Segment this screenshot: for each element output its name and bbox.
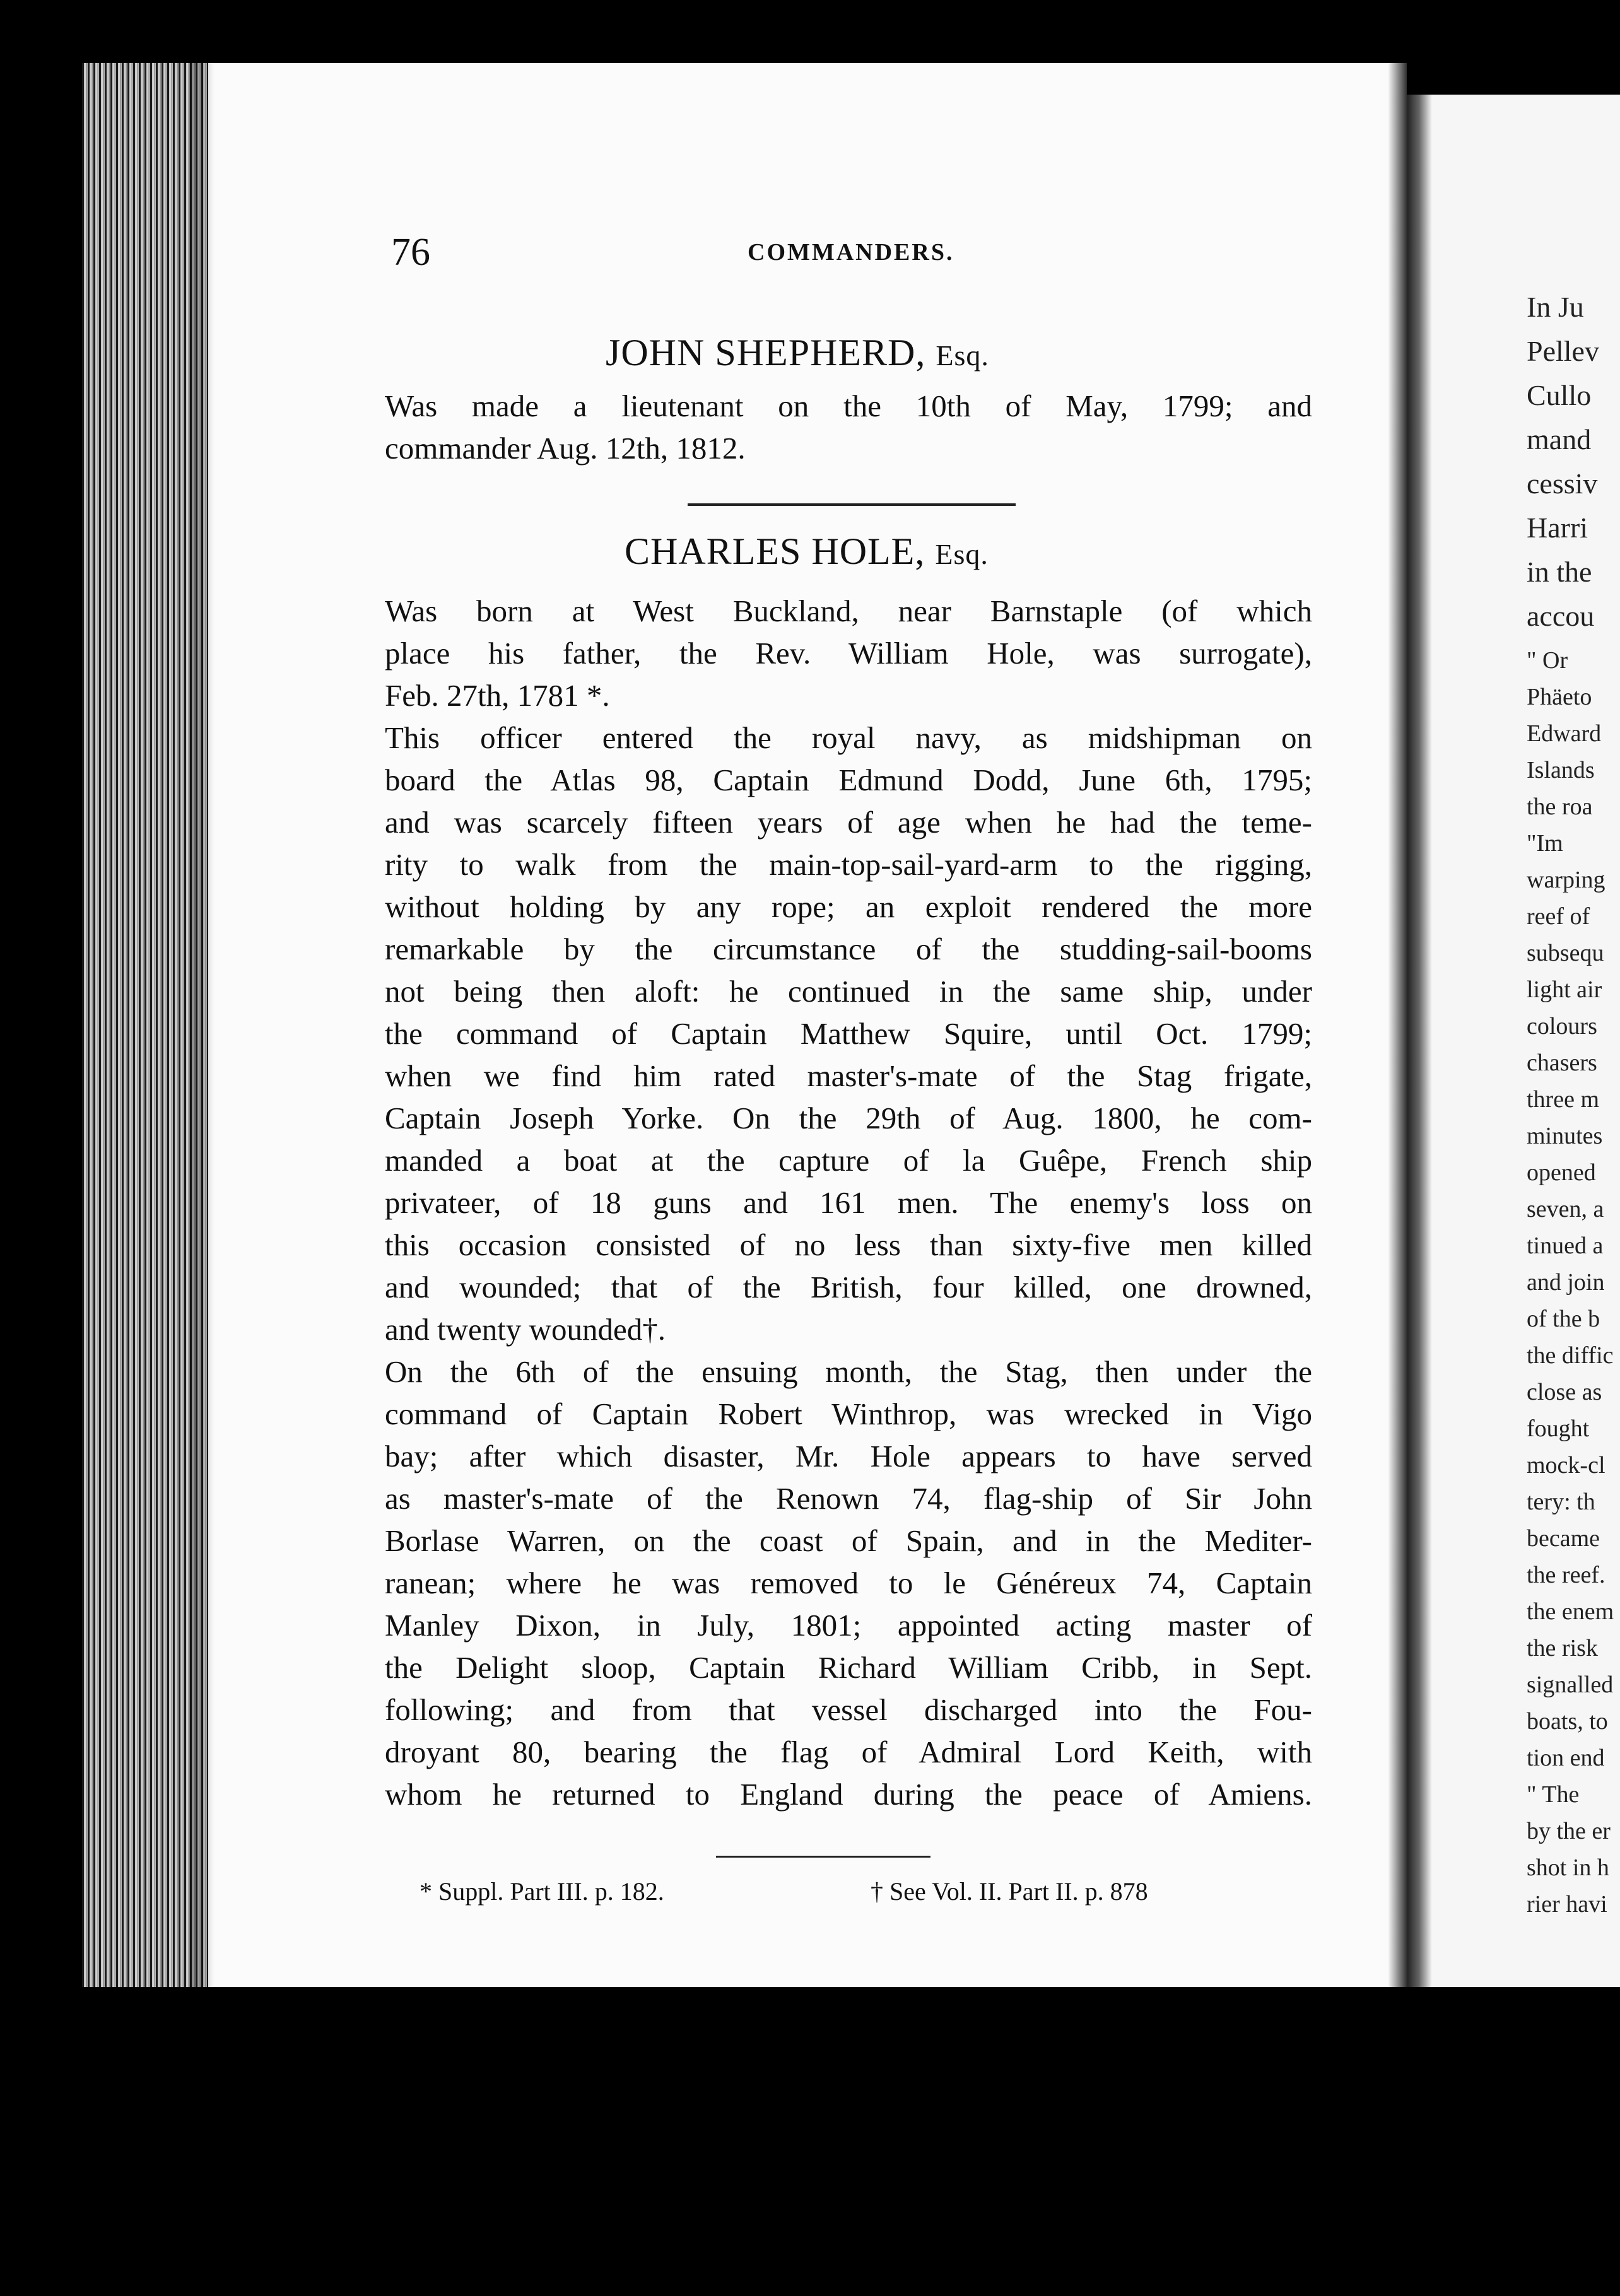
footnote-divider (716, 1856, 930, 1858)
facing-line: reef of (1527, 903, 1590, 930)
body-line: This officer entered the royal navy, as midshipman on (385, 720, 1312, 755)
body-line: bay; after which disaster, Mr. Hole appears to have served (385, 1439, 1312, 1473)
body-line: this occasion consisted of no less than sixty-five men killed (385, 1227, 1312, 1262)
body-line: and wounded; that of the British, four killed, one drowned, (385, 1270, 1312, 1304)
body-line: place his father, the Rev. William Hole, was surrogate), (385, 636, 1312, 671)
facing-line: boats, to (1527, 1708, 1608, 1735)
body-line: Captain Joseph Yorke. On the 29th of Aug. 1800, he com- (385, 1101, 1312, 1135)
body-line: without holding by any rope; an exploit rendered the more (385, 889, 1312, 924)
facing-line: chasers (1527, 1050, 1597, 1076)
facing-line: cessiv (1527, 467, 1598, 500)
footnote-1: * Suppl. Part III. p. 182. (420, 1877, 664, 1906)
facing-line: three m (1527, 1086, 1600, 1113)
body-line: Was made a lieutenant on the 10th of May, 1799; and (385, 389, 1312, 423)
facing-line: became (1527, 1525, 1600, 1552)
facing-line: seven, a (1527, 1196, 1604, 1222)
body-line: Was born at West Buckland, near Barnstaple (of which (385, 594, 1312, 628)
body-line: when we find him rated master's-mate of the Stag frigate, (385, 1058, 1312, 1093)
body-line: Borlase Warren, on the coast of Spain, and in the Mediter- (385, 1523, 1312, 1558)
facing-line: by the er (1527, 1818, 1611, 1844)
facing-line: tery: th (1527, 1489, 1595, 1515)
facing-line: tion end (1527, 1745, 1605, 1771)
facing-line: Harri (1527, 512, 1588, 544)
body-line: board the Atlas 98, Captain Edmund Dodd, June 6th, 1795; (385, 763, 1312, 797)
section-divider (688, 503, 1016, 506)
body-line: not being then aloft: he continued in the same ship, under (385, 974, 1312, 1009)
facing-line: " Or (1527, 647, 1568, 674)
entry-title-name: JOHN SHEPHERD, (606, 332, 926, 373)
facing-line: the risk (1527, 1635, 1598, 1661)
body-line: commander Aug. 12th, 1812. (385, 431, 746, 466)
facing-line: the reef. (1527, 1562, 1605, 1588)
facing-line: minutes (1527, 1123, 1603, 1149)
page-number: 76 (391, 231, 430, 274)
facing-line: and join (1527, 1269, 1605, 1296)
facing-line: colours (1527, 1013, 1597, 1040)
body-line: as master's-mate of the Renown 74, flag-ship of Sir John (385, 1481, 1312, 1516)
entry-title-john-shepherd (606, 331, 989, 375)
body-line: rity to walk from the main-top-sail-yard-arm to the rigging, (385, 847, 1312, 882)
facing-line: the diffic (1527, 1342, 1614, 1369)
body-line: and was scarcely fifteen years of age when he had the teme- (385, 805, 1312, 840)
running-head: COMMANDERS. (748, 239, 954, 266)
facing-line: close as (1527, 1379, 1602, 1405)
facing-line: Phäeto (1527, 684, 1592, 710)
body-line: manded a boat at the capture of la Guêpe, French ship (385, 1143, 1312, 1178)
entry-title-name: CHARLES HOLE, (625, 530, 925, 572)
facing-line: "Im (1527, 830, 1563, 857)
facing-line: signalled (1527, 1672, 1614, 1698)
entry-title-suffix: Esq. (935, 538, 989, 570)
body-line: following; and from that vessel discharged into the Fou- (385, 1692, 1312, 1727)
footnote-2: † See Vol. II. Part II. p. 878 (871, 1877, 1148, 1906)
book-gutter (1388, 63, 1432, 1987)
body-line: ranean; where he was removed to le Généreux 74, Captain (385, 1566, 1312, 1600)
body-line: and twenty wounded†. (385, 1312, 666, 1347)
facing-line: mand (1527, 423, 1592, 455)
facing-line: rier havi (1527, 1891, 1607, 1918)
facing-line: tinued a (1527, 1233, 1604, 1259)
facing-line: In Ju (1527, 291, 1584, 323)
facing-line: subsequ (1527, 940, 1604, 966)
facing-line: Cullo (1527, 379, 1592, 411)
body-line: whom he returned to England during the peace of Amiens. (385, 1777, 1312, 1812)
facing-line: Islands (1527, 757, 1595, 783)
body-line: remarkable by the circumstance of the studding-sail-booms (385, 932, 1312, 966)
facing-line: mock-cl (1527, 1452, 1605, 1479)
facing-line: the roa (1527, 794, 1593, 820)
entry-title-charles-hole (625, 530, 989, 573)
entry-title-suffix: Esq. (936, 339, 989, 372)
body-line: Manley Dixon, in July, 1801; appointed acting master of (385, 1608, 1312, 1643)
body-line: On the 6th of the ensuing month, the Stag, then under the (385, 1354, 1312, 1389)
facing-line: accou (1527, 600, 1595, 632)
facing-line: Edward (1527, 720, 1602, 747)
body-line: command of Captain Robert Winthrop, was wrecked in Vigo (385, 1397, 1312, 1431)
body-line: Feb. 27th, 1781 *. (385, 678, 610, 713)
facing-line: Pellev (1527, 335, 1599, 367)
facing-line: of the b (1527, 1306, 1600, 1332)
facing-line: opened (1527, 1159, 1596, 1186)
facing-line: warping (1527, 867, 1605, 893)
body-line: the Delight sloop, Captain Richard William Cribb, in Sept. (385, 1650, 1312, 1685)
facing-line: fought (1527, 1415, 1590, 1442)
facing-line: the enem (1527, 1598, 1614, 1625)
body-line: privateer, of 18 guns and 161 men. The enemy's loss on (385, 1185, 1312, 1220)
facing-line: light air (1527, 976, 1602, 1003)
body-line: the command of Captain Matthew Squire, until Oct. 1799; (385, 1016, 1312, 1051)
facing-line: " The (1527, 1781, 1580, 1808)
facing-line: in the (1527, 556, 1592, 588)
page-stack-shadow (189, 63, 214, 1987)
facing-line: shot in h (1527, 1854, 1609, 1881)
body-line: droyant 80, bearing the flag of Admiral Lord Keith, with (385, 1735, 1312, 1769)
